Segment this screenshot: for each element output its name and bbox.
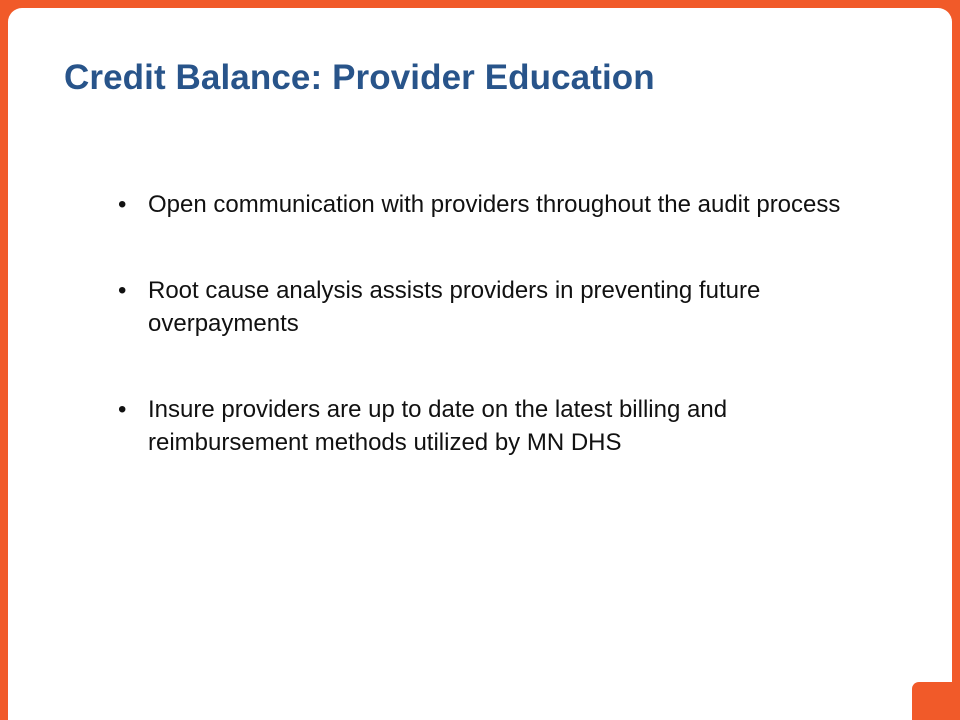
bullet-marker: •: [118, 396, 127, 423]
bullet-text: Insure providers are up to date on the latest billing and reimbursement methods utilized by MN DHS: [148, 396, 728, 456]
bullet-item: [118, 393, 858, 459]
bullet-item: [118, 188, 858, 221]
bullet-list: [118, 188, 858, 512]
corner-tab-decoration: [912, 682, 960, 720]
bullet-marker: •: [118, 191, 127, 218]
bullet-text: Root cause analysis assists providers in preventing future overpayments: [148, 277, 761, 337]
bullet-text: Open communication with providers throughout the audit process: [148, 191, 841, 218]
bullet-item: [118, 274, 858, 340]
slide-title: Credit Balance: Provider Education: [64, 58, 655, 97]
bullet-marker: •: [118, 277, 127, 304]
